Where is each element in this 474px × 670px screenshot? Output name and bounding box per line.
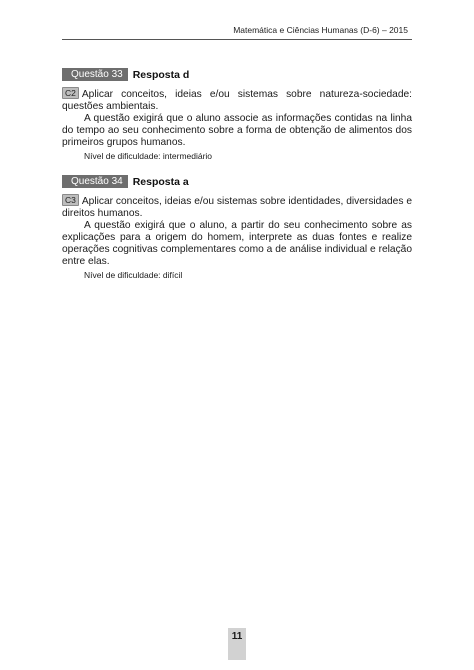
question-34-heading [62,175,189,188]
question-33-body [62,87,412,162]
header-divider [62,39,412,40]
question-33-competency-text: Aplicar conceitos, ideias e/ou sistemas sobre natureza-sociedade: questões ambientais. [62,89,412,112]
question-33-tag: Questão 33 [62,68,128,81]
competency-badge-c2: C2 [62,87,79,99]
question-34-tag: Questão 34 [62,175,128,188]
question-34-competency [62,194,412,220]
question-34-body [62,194,412,281]
question-34-competency-text: Aplicar conceitos, ideias e/ou sistemas sobre identidades, diversidades e direitos humanos. [62,196,412,219]
question-34-answer: Resposta a [132,175,189,188]
question-34-explanation: A questão exigirá que o aluno, a partir do seu conhecimento sobre as explicações para a origem do homem, interprete as duas fontes e realize operações cognitivas complementares como a de análise individual e relação entre elas. [62,220,412,267]
question-34-level: Nível de dificuldade: difícil [84,270,183,280]
question-33-competency [62,87,412,113]
page-number: 11 [228,628,246,660]
page-header: Matemática e Ciências Humanas (D-6) – 2015 [233,25,408,35]
question-33-level: Nível de dificuldade: intermediário [84,151,213,161]
question-33-answer: Resposta d [132,68,190,81]
question-33-heading [62,68,189,81]
competency-badge-c3: C3 [62,194,79,206]
question-33-explanation: A questão exigirá que o aluno associe as informações contidas na linha do tempo ao seu conhecimento sobre a forma de obtenção de alimentos dos primeiros grupos humanos. [62,113,412,148]
